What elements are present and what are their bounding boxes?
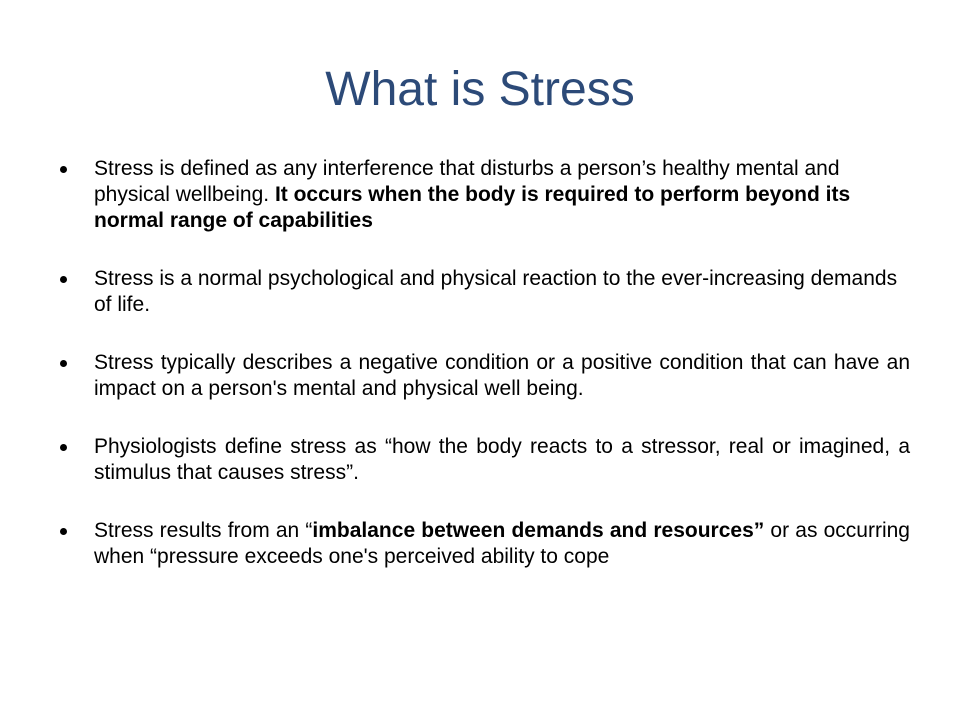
bullet-text-2: Stress is a normal psychological and physical reaction to the ever-increasing demands of life. bbox=[94, 267, 898, 316]
slide-title: What is Stress bbox=[325, 63, 635, 116]
bullet-5-segment-3: or as occurring when “pressure exceeds one's perceived ability to cope bbox=[94, 519, 910, 568]
bullet-item-5 bbox=[60, 518, 910, 570]
bullet-dot-icon bbox=[60, 166, 67, 173]
bullet-5-segment-2: imbalance between demands and resources” bbox=[312, 519, 765, 542]
bullet-text-4: Physiologists define stress as “how the body reacts to a stressor, real or imagined, a stimulus that causes stress”. bbox=[94, 435, 910, 484]
bullet-text-1 bbox=[94, 157, 850, 232]
bullet-item-3 bbox=[60, 350, 910, 402]
bullet-list bbox=[60, 156, 910, 602]
bullet-1-segment-1: Stress is defined as any interference that disturbs a person’s healthy mental and physical wellbeing. bbox=[94, 157, 840, 206]
bullet-item-4 bbox=[60, 434, 910, 486]
bullet-dot-icon bbox=[60, 528, 67, 535]
bullet-text-3: Stress typically describes a negative condition or a positive condition that can have an impact on a person's mental and physical well being. bbox=[94, 351, 910, 400]
bullet-item-2 bbox=[60, 266, 910, 318]
bullet-text-5 bbox=[94, 519, 910, 568]
bullet-dot-icon bbox=[60, 360, 67, 367]
bullet-dot-icon bbox=[60, 444, 67, 451]
bullet-1-segment-2: It occurs when the body is required to perform beyond its normal range of capabilities bbox=[94, 183, 851, 232]
bullet-dot-icon bbox=[60, 276, 67, 283]
bullet-5-segment-1: Stress results from an “ bbox=[94, 519, 313, 542]
bullet-item-1 bbox=[60, 156, 910, 234]
